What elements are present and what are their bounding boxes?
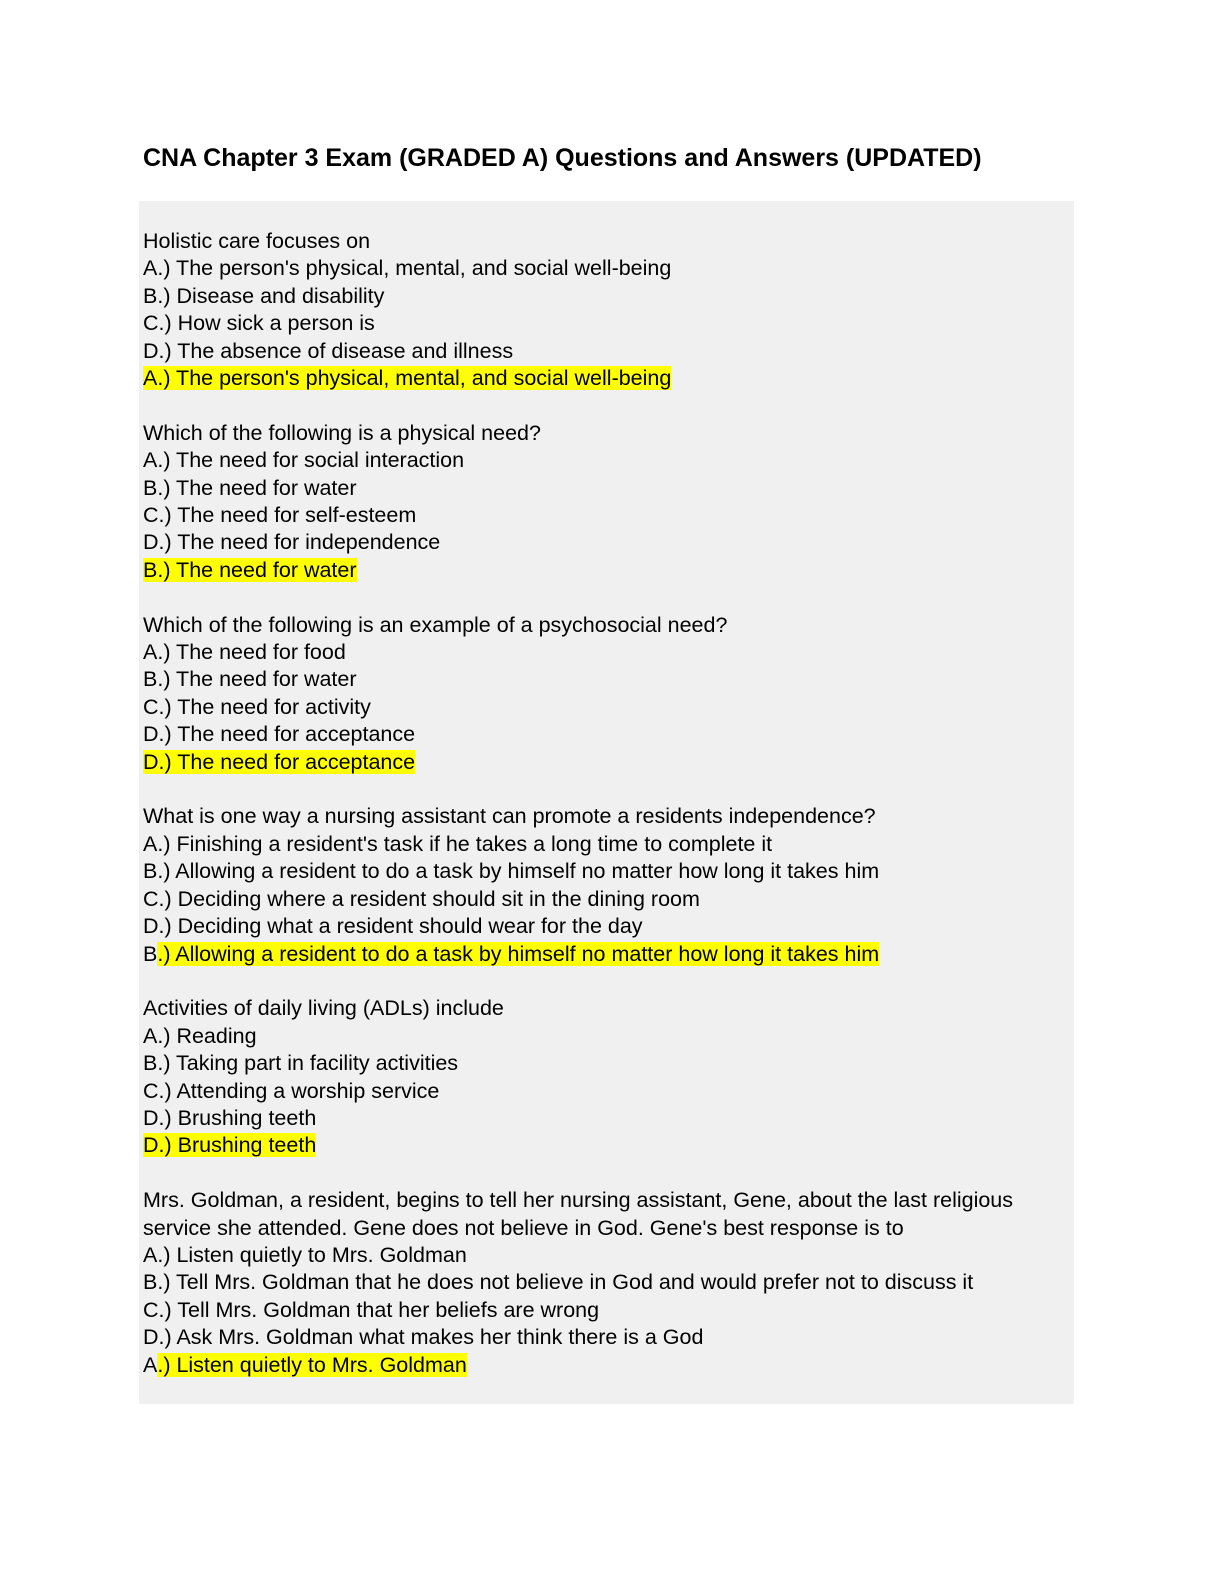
question-block (143, 612, 1068, 776)
option-d: D.) Ask Mrs. Goldman what makes her think there is a God (143, 1325, 704, 1350)
highlighted-answer: A.) The person's physical, mental, and social well-being (143, 366, 672, 391)
highlighted-answer: D.) The need for acceptance (143, 749, 416, 774)
option-c: C.) Deciding where a resident should sit in the dining room (143, 886, 700, 911)
answer-line (143, 749, 1068, 776)
answer-prefix: B (143, 941, 158, 966)
highlighted-answer: B.) The need for water (143, 557, 357, 582)
option-a: A.) The need for social interaction (143, 448, 465, 473)
answer-line (143, 557, 1068, 584)
option-c: C.) Attending a worship service (143, 1078, 440, 1103)
question-block (143, 1187, 1068, 1379)
question-block (143, 803, 1068, 967)
option-a: A.) The need for food (143, 640, 346, 665)
highlighted-answer: D.) Brushing teeth (143, 1133, 317, 1158)
question-text: Which of the following is an example of a psychosocial need? (143, 612, 728, 637)
option-a: A.) Listen quietly to Mrs. Goldman (143, 1242, 467, 1267)
option-b: B.) Tell Mrs. Goldman that he does not believe in God and would prefer not to discuss it (143, 1270, 974, 1295)
question-block (143, 228, 1068, 392)
highlighted-answer: .) Listen quietly to Mrs. Goldman (157, 1352, 467, 1377)
page-title: CNA Chapter 3 Exam (GRADED A) Questions and Answers (UPDATED) (143, 144, 982, 172)
option-d: D.) Deciding what a resident should wear for the day (143, 914, 643, 939)
question-text: Activities of daily living (ADLs) include (143, 996, 504, 1021)
option-d: D.) The absence of disease and illness (143, 338, 514, 363)
answer-line (143, 365, 1068, 392)
question-block (143, 995, 1068, 1159)
option-a: A.) Reading (143, 1023, 257, 1048)
question-text: Mrs. Goldman, a resident, begins to tell her nursing assistant, Gene, about the last religious service she attended. Gene does not believe in God. Gene's best response is to (143, 1188, 1014, 1240)
option-d: D.) Brushing teeth (143, 1105, 317, 1130)
option-b: B.) The need for water (143, 475, 357, 500)
option-c: C.) The need for activity (143, 694, 371, 719)
answer-line (143, 1132, 1068, 1159)
question-text: Holistic care focuses on (143, 229, 371, 253)
highlighted-answer: .) Allowing a resident to do a task by himself no matter how long it takes him (157, 941, 880, 966)
option-a: A.) Finishing a resident's task if he takes a long time to complete it (143, 831, 773, 856)
option-c: C.) How sick a person is (143, 311, 375, 336)
option-d: D.) The need for independence (143, 530, 441, 555)
option-c: C.) Tell Mrs. Goldman that her beliefs are wrong (143, 1297, 600, 1322)
option-b: B.) Taking part in facility activities (143, 1051, 459, 1076)
answer-prefix: A (143, 1352, 158, 1377)
answer-line (143, 1352, 1068, 1379)
option-b: B.) Disease and disability (143, 283, 385, 308)
question-block (143, 420, 1068, 584)
qa-list (143, 228, 1068, 1406)
answer-line (143, 941, 1068, 968)
option-b: B.) Allowing a resident to do a task by himself no matter how long it takes him (143, 859, 880, 884)
question-text: What is one way a nursing assistant can promote a residents independence? (143, 804, 876, 829)
question-text: Which of the following is a physical need? (143, 420, 541, 445)
option-d: D.) The need for acceptance (143, 722, 416, 747)
option-c: C.) The need for self-esteem (143, 503, 417, 528)
option-b: B.) The need for water (143, 667, 357, 692)
option-a: A.) The person's physical, mental, and social well-being (143, 256, 672, 281)
